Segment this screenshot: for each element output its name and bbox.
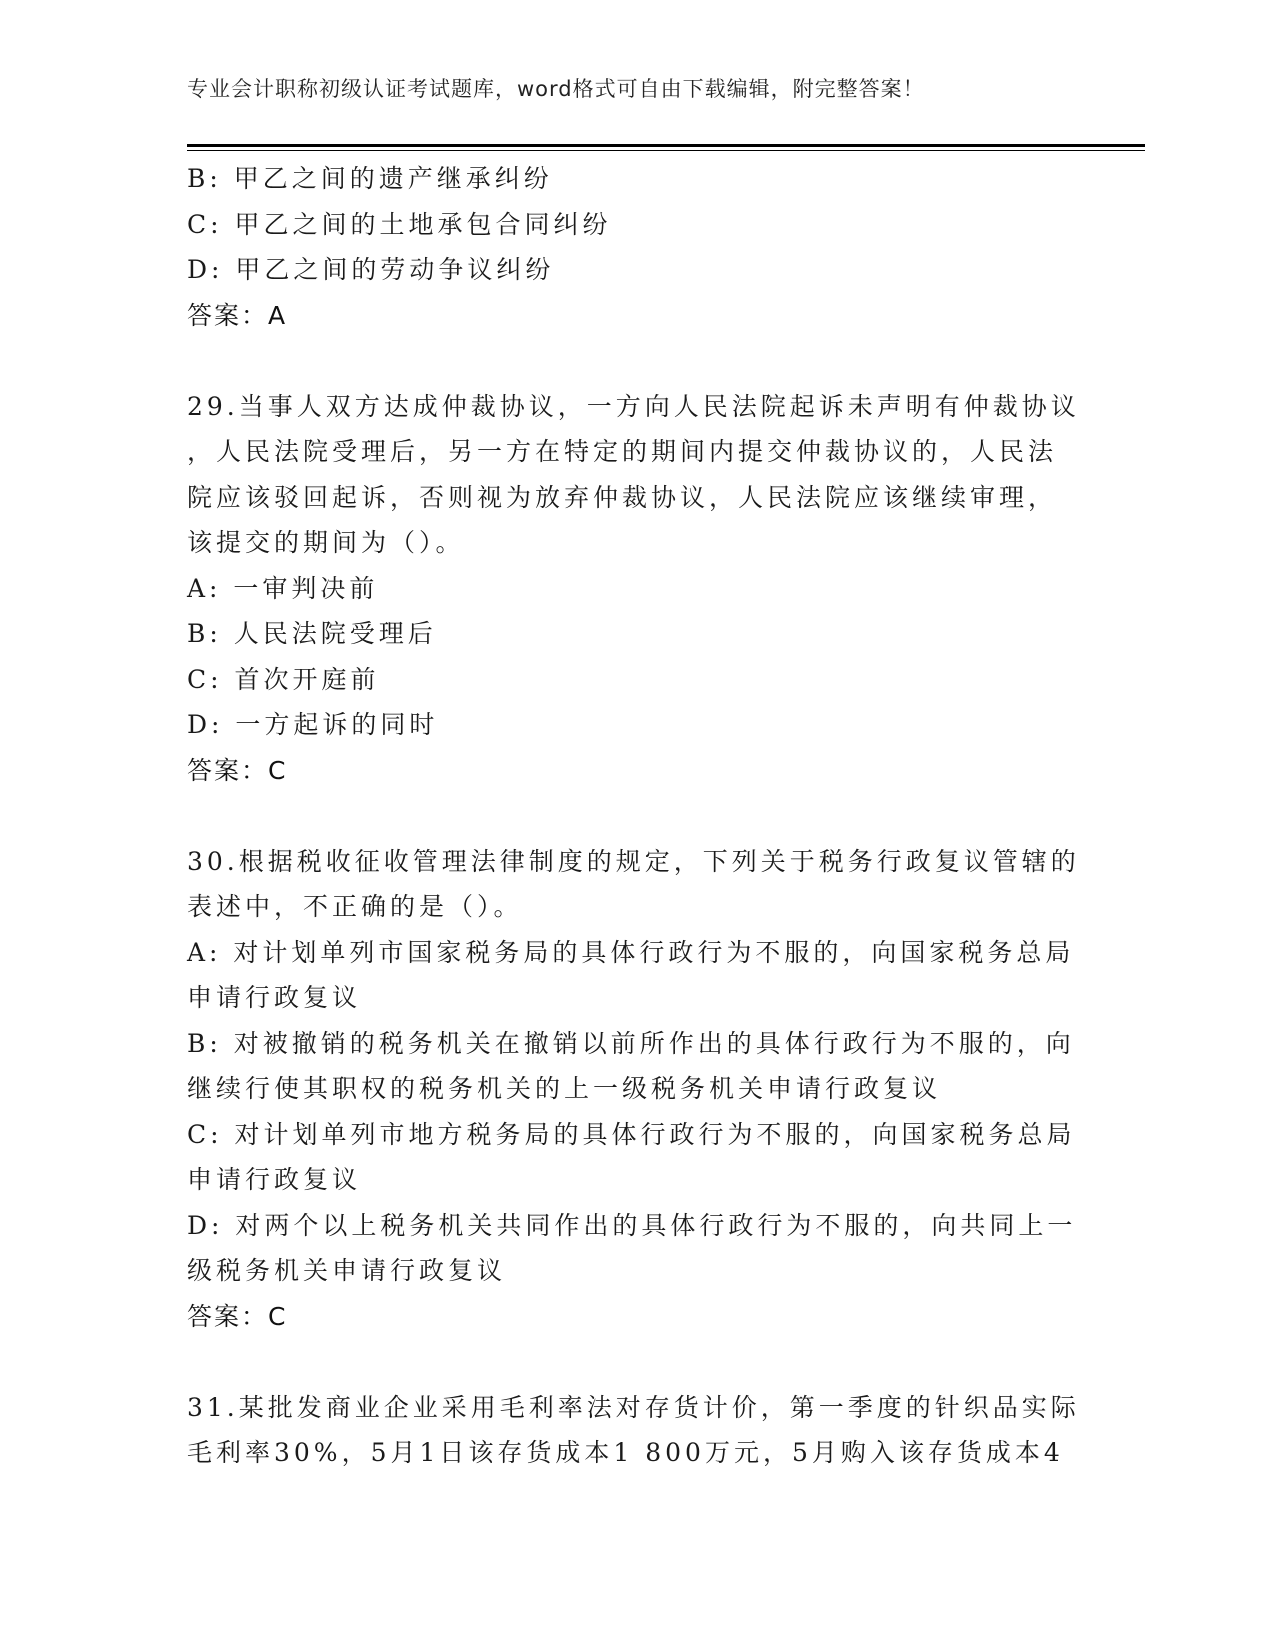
spacer [187,1339,1087,1385]
option-d: D: 甲乙之间的劳动争议纠纷 [187,255,555,284]
option-c: C: 首次开庭前 [187,664,380,694]
option-c: C: 对计划单列市地方税务局的具体行政行为不服的，向国家税务总局 [187,1119,1076,1149]
question-stem-line: 该提交的期间为（）。 [187,528,465,557]
question-stem-line: ，人民法院受理后，另一方在特定的期间内提交仲裁协议的，人民法 [187,437,1058,466]
option-a-continued: 申请行政复议 [187,983,362,1012]
answer: 答案：C [187,1301,288,1331]
option-c-continued: 申请行政复议 [187,1165,362,1194]
option-b: B: 甲乙之间的遗产继承纠纷 [187,164,553,193]
document-content [187,156,1087,1476]
question-stem-line: 31.某批发商业企业采用毛利率法对存货计价，第一季度的针织品实际 [187,1392,1080,1422]
option-a: A: 一审判决前 [187,573,379,603]
header-rule-thick [187,144,1145,147]
option-d: D: 一方起诉的同时 [187,710,439,739]
option-b: B: 人民法院受理后 [187,619,437,648]
option-b: B: 对被撤销的税务机关在撤销以前所作出的具体行政行为不服的，向 [187,1028,1075,1058]
question-stem-line: 院应该驳回起诉，否则视为放弃仲裁协议，人民法院应该继续审理， [187,482,1058,512]
answer: 答案：A [187,300,288,330]
question-31 [187,1385,1087,1476]
question-stem-line: 毛利率30%，5月1日该存货成本1 800万元，5月购入该存货成本4 [187,1438,1064,1467]
option-a: A: 对计划单列市国家税务局的具体行政行为不服的，向国家税务总局 [187,937,1075,967]
header-rule-thin [187,150,1145,151]
answer: 答案：C [187,755,288,785]
spacer [187,338,1087,384]
option-c: C: 甲乙之间的土地承包合同纠纷 [187,209,612,239]
question-30 [187,839,1087,1340]
page-header: 专业会计职称初级认证考试题库，word格式可自由下载编辑，附完整答案！ [187,77,925,101]
option-d-continued: 级税务机关申请行政复议 [187,1256,507,1285]
question-29 [187,384,1087,794]
question-stem-line: 表述中，不正确的是（）。 [187,892,523,921]
question-stem-line: 29.当事人双方达成仲裁协议，一方向人民法院起诉未声明有仲裁协议 [187,391,1080,421]
option-b-continued: 继续行使其职权的税务机关的上一级税务机关申请行政复议 [187,1074,942,1103]
spacer [187,793,1087,839]
question-stem-line: 30.根据税收征收管理法律制度的规定，下列关于税务行政复议管辖的 [187,846,1080,876]
option-d: D: 对两个以上税务机关共同作出的具体行政行为不服的，向共同上一 [187,1210,1077,1240]
question-28 [187,156,1087,338]
